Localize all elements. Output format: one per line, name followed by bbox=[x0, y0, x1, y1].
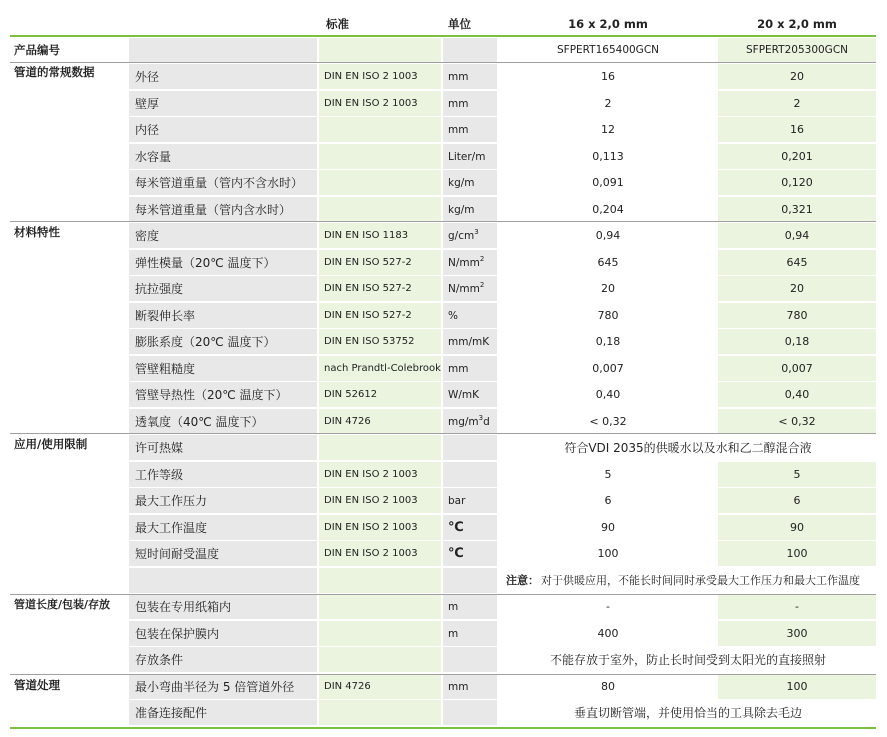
product-code-unit-cell bbox=[443, 38, 497, 62]
property-label: 断裂伸长率 bbox=[129, 303, 317, 328]
unit-text: ℃ bbox=[448, 546, 464, 561]
unit-text: N/mm bbox=[448, 283, 480, 295]
standard-value: DIN EN ISO 527-2 bbox=[319, 303, 441, 328]
standard-value: DIN EN ISO 2 1003 bbox=[319, 64, 441, 89]
unit-value bbox=[443, 382, 497, 407]
note-unit-cell bbox=[443, 568, 497, 593]
unit-value bbox=[443, 170, 497, 195]
unit-text: g/cm bbox=[448, 230, 475, 242]
value-20: 2 bbox=[718, 91, 876, 116]
value-16: 0,204 bbox=[500, 197, 716, 222]
category-application: 应用/使用限制 bbox=[14, 437, 88, 451]
standard-value: DIN EN ISO 527-2 bbox=[319, 276, 441, 301]
note-std-cell bbox=[319, 568, 441, 593]
property-label: 管壁粗糙度 bbox=[129, 356, 317, 381]
unit-text: m bbox=[448, 601, 459, 613]
unit-value bbox=[443, 144, 497, 169]
unit-text: mm bbox=[448, 363, 469, 375]
value-20: 5 bbox=[718, 462, 876, 487]
value-16: 5 bbox=[500, 462, 716, 487]
unit-text: % bbox=[448, 310, 458, 322]
unit-value bbox=[443, 488, 497, 513]
spanning-value: 符合VDI 2035的供暖水以及水和乙二醇混合液 bbox=[500, 435, 876, 460]
value-20: 16 bbox=[718, 117, 876, 142]
property-label: 管壁导热性（20℃ 温度下） bbox=[129, 382, 317, 407]
property-label: 最大工作压力 bbox=[129, 488, 317, 513]
value-16: 780 bbox=[500, 303, 716, 328]
unit-text: m bbox=[448, 628, 459, 640]
value-20: 0,201 bbox=[718, 144, 876, 169]
note-prop-cell bbox=[129, 568, 317, 593]
rule-material bbox=[10, 433, 876, 434]
unit-value bbox=[443, 64, 497, 89]
note-label: 注意： bbox=[506, 573, 539, 587]
unit-value bbox=[443, 276, 497, 301]
unit-value bbox=[443, 674, 497, 699]
property-label: 工作等级 bbox=[129, 462, 317, 487]
value-20: 100 bbox=[718, 541, 876, 566]
unit-superscript: 3 bbox=[478, 414, 484, 422]
unit-text: Liter/m bbox=[448, 151, 486, 163]
value-16: 100 bbox=[500, 541, 716, 566]
unit-value bbox=[443, 515, 497, 540]
property-label: 包装在保护膜内 bbox=[129, 621, 317, 646]
value-16: 0,40 bbox=[500, 382, 716, 407]
value-20: 0,007 bbox=[718, 356, 876, 381]
property-label: 许可热媒 bbox=[129, 435, 317, 460]
property-label: 准备连接配件 bbox=[129, 700, 317, 725]
value-16: 2 bbox=[500, 91, 716, 116]
standard-value: DIN EN ISO 2 1003 bbox=[319, 488, 441, 513]
standard-value bbox=[319, 197, 441, 222]
property-label: 存放条件 bbox=[129, 647, 317, 672]
value-20: 6 bbox=[718, 488, 876, 513]
value-20: 0,40 bbox=[718, 382, 876, 407]
standard-value: DIN EN ISO 527-2 bbox=[319, 250, 441, 275]
value-16: < 0,32 bbox=[500, 409, 716, 434]
standard-value: DIN EN ISO 2 1003 bbox=[319, 541, 441, 566]
standard-value: DIN EN ISO 2 1003 bbox=[319, 91, 441, 116]
property-label: 最小弯曲半径为 5 倍管道外径 bbox=[129, 674, 317, 699]
unit-text: mg/m bbox=[448, 416, 479, 428]
unit-value bbox=[443, 91, 497, 116]
unit-value bbox=[443, 303, 497, 328]
rule-application bbox=[10, 594, 876, 595]
unit-value bbox=[443, 250, 497, 275]
property-label: 包装在专用纸箱内 bbox=[129, 594, 317, 619]
unit-value bbox=[443, 541, 497, 566]
value-20: 0,94 bbox=[718, 223, 876, 248]
unit-superscript: 2 bbox=[479, 255, 485, 263]
value-20: 20 bbox=[718, 64, 876, 89]
value-16: 0,007 bbox=[500, 356, 716, 381]
note-body: 对于供暖应用，不能长时间同时承受最大工作压力和最大工作温度 bbox=[541, 573, 860, 587]
product-code-label: 产品编号 bbox=[10, 38, 128, 62]
property-label: 短时间耐受温度 bbox=[129, 541, 317, 566]
property-label: 外径 bbox=[129, 64, 317, 89]
unit-superscript: 3 bbox=[474, 228, 479, 236]
property-label: 弹性模量（20℃ 温度下） bbox=[129, 250, 317, 275]
unit-value bbox=[443, 462, 497, 487]
value-16: 12 bbox=[500, 117, 716, 142]
spanning-value: 不能存放于室外，防止长时间受到太阳光的直接照射 bbox=[500, 647, 876, 672]
unit-value bbox=[443, 700, 497, 725]
header-rule bbox=[10, 35, 876, 37]
value-20: 0,321 bbox=[718, 197, 876, 222]
property-label: 膨胀系度（20℃ 温度下） bbox=[129, 329, 317, 354]
product-code-prop-cell bbox=[129, 38, 317, 62]
property-label: 抗拉强度 bbox=[129, 276, 317, 301]
standard-value: DIN 52612 bbox=[319, 382, 441, 407]
standard-value bbox=[319, 435, 441, 460]
property-label: 内径 bbox=[129, 117, 317, 142]
header-size-16: 16 x 2,0 mm bbox=[568, 17, 648, 31]
unit-text: N/mm bbox=[448, 257, 480, 269]
value-16: 90 bbox=[500, 515, 716, 540]
unit-value bbox=[443, 435, 497, 460]
standard-value: DIN EN ISO 53752 bbox=[319, 329, 441, 354]
unit-text: mm bbox=[448, 71, 469, 83]
unit-text: bar bbox=[448, 495, 466, 507]
standard-value bbox=[319, 170, 441, 195]
value-16: 0,94 bbox=[500, 223, 716, 248]
unit-text: kg/m bbox=[448, 177, 475, 189]
standard-value: DIN EN ISO 2 1003 bbox=[319, 462, 441, 487]
unit-text: mm bbox=[448, 124, 469, 136]
value-20: 100 bbox=[718, 674, 876, 699]
value-20: 20 bbox=[718, 276, 876, 301]
product-code-20: SFPERT205300GCN bbox=[718, 38, 876, 62]
value-16: 16 bbox=[500, 64, 716, 89]
standard-value: nach Prandtl-Colebrook bbox=[319, 356, 441, 381]
property-label: 最大工作温度 bbox=[129, 515, 317, 540]
header-standard: 标准 bbox=[326, 17, 349, 31]
value-20: 645 bbox=[718, 250, 876, 275]
category-material: 材料特性 bbox=[14, 225, 60, 239]
unit-superscript: 2 bbox=[479, 281, 485, 289]
standard-value: DIN EN ISO 1183 bbox=[319, 223, 441, 248]
unit-value bbox=[443, 329, 497, 354]
unit-tail: d bbox=[483, 416, 490, 428]
header-unit: 单位 bbox=[448, 17, 471, 31]
value-20: 90 bbox=[718, 515, 876, 540]
unit-text: W/mK bbox=[448, 389, 480, 401]
property-label: 密度 bbox=[129, 223, 317, 248]
value-16: 6 bbox=[500, 488, 716, 513]
unit-value bbox=[443, 117, 497, 142]
unit-value bbox=[443, 197, 497, 222]
standard-value bbox=[319, 144, 441, 169]
unit-text: mm bbox=[448, 98, 469, 110]
unit-text: ℃ bbox=[448, 520, 464, 535]
rule-product-code bbox=[10, 62, 876, 63]
property-label: 每米管道重量（管内不含水时） bbox=[129, 170, 317, 195]
value-16: 0,18 bbox=[500, 329, 716, 354]
spanning-value: 垂直切断管端，并使用恰当的工具除去毛边 bbox=[500, 700, 876, 725]
rule-general bbox=[10, 221, 876, 222]
category-handling: 管道处理 bbox=[14, 678, 60, 692]
standard-value bbox=[319, 621, 441, 646]
product-code-16: SFPERT165400GCN bbox=[500, 38, 716, 62]
value-16: 400 bbox=[500, 621, 716, 646]
value-20: 780 bbox=[718, 303, 876, 328]
unit-text: mm/mK bbox=[448, 336, 490, 348]
standard-value bbox=[319, 700, 441, 725]
value-16: 0,113 bbox=[500, 144, 716, 169]
value-20: < 0,32 bbox=[718, 409, 876, 434]
property-label: 透氧度（40℃ 温度下） bbox=[129, 409, 317, 434]
note-text bbox=[500, 568, 876, 593]
unit-text: mm bbox=[448, 681, 469, 693]
value-20: 0,18 bbox=[718, 329, 876, 354]
product-code-std-cell bbox=[319, 38, 441, 62]
standard-value: DIN 4726 bbox=[319, 674, 441, 699]
property-label: 每米管道重量（管内含水时） bbox=[129, 197, 317, 222]
unit-value bbox=[443, 223, 497, 248]
unit-text: kg/m bbox=[448, 204, 475, 216]
standard-value bbox=[319, 117, 441, 142]
value-20: - bbox=[718, 594, 876, 619]
value-16: 20 bbox=[500, 276, 716, 301]
header-size-20: 20 x 2,0 mm bbox=[757, 17, 837, 31]
unit-value bbox=[443, 621, 497, 646]
unit-value bbox=[443, 356, 497, 381]
category-general: 管道的常规数据 bbox=[14, 65, 95, 79]
standard-value bbox=[319, 594, 441, 619]
value-16: 80 bbox=[500, 674, 716, 699]
standard-value: DIN EN ISO 2 1003 bbox=[319, 515, 441, 540]
property-label: 水容量 bbox=[129, 144, 317, 169]
value-20: 300 bbox=[718, 621, 876, 646]
property-label: 壁厚 bbox=[129, 91, 317, 116]
value-20: 0,120 bbox=[718, 170, 876, 195]
category-packaging: 管道长度/包装/存放 bbox=[14, 598, 111, 611]
standard-value bbox=[319, 647, 441, 672]
unit-value bbox=[443, 647, 497, 672]
unit-value bbox=[443, 409, 497, 434]
value-16: 0,091 bbox=[500, 170, 716, 195]
value-16: - bbox=[500, 594, 716, 619]
unit-value bbox=[443, 594, 497, 619]
value-16: 645 bbox=[500, 250, 716, 275]
rule-packaging bbox=[10, 674, 876, 675]
standard-value: DIN 4726 bbox=[319, 409, 441, 434]
footer-rule bbox=[10, 727, 876, 729]
